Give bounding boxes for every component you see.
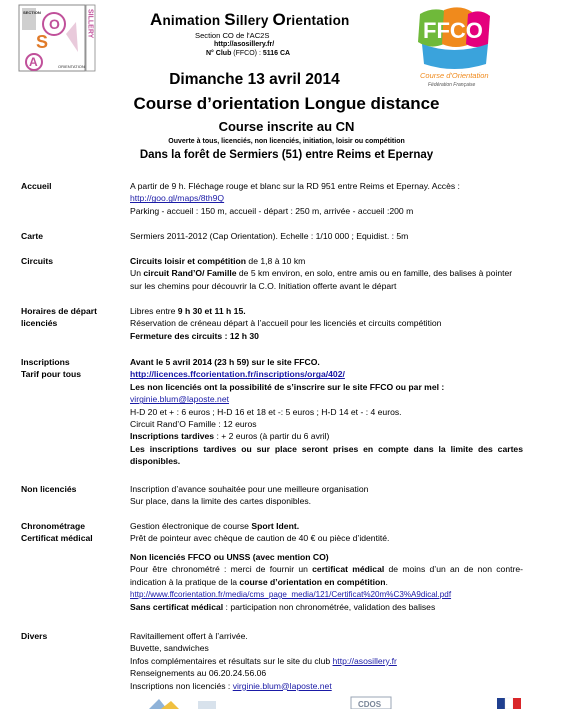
divers-club-link[interactable]: http://asosillery.fr [332,655,397,666]
circuits-l2-pre: Un [130,268,144,279]
section-accueil [21,180,541,220]
club-name-part-3: rientation [285,13,350,28]
section-label: Carte [21,231,43,241]
club-name-part-1: nimation [162,13,225,28]
accueil-text-1: A partir de 9 h. Fléchage rouge et blanc sur la RD 951 entre Reims et Epernay. Accès : [130,181,460,191]
chrono-label-1: Chronométrage [21,521,85,531]
section-content [130,630,523,692]
non-licencies-l1: Inscription d’avance souhaitée pour une meilleure organisation [130,484,369,494]
divers-l5-pre: Inscriptions non licenciés : [130,680,233,691]
inscriptions-tarifs: H-D 20 et + : 6 euros ; H-D 16 et 18 et -: 5 euros ; H-D 14 et - : 4 euros. [130,406,402,417]
horaires-l3: Fermeture des circuits : 12 h 30 [130,330,259,341]
circuits-l1-bold: Circuits loisir et compétition [130,256,247,266]
ffco-logo-line2: Fédération Française [428,82,476,88]
chrono-l4-bold2: course d’orientation en compétition [239,576,386,587]
section-content [130,180,523,217]
chrono-l6-bold: Sans certificat médical [130,602,224,613]
chrono-l6-rest: : participation non chronométrée, validation des balises [223,602,436,613]
event-audience: Ouverte à tous, licenciés, non licenciés, initiation, loisir ou compétition [168,138,405,145]
club-name-part-2: illery [235,13,273,28]
horaires-l1-pre: Libres entre [130,306,178,316]
circuits-l2-bold: circuit Rand’O/ Famille [143,268,237,279]
inscriptions-l8: Les inscriptions tardives ou sur place seront prises en compte dans la limite des cartes disponibles. [130,443,523,467]
horaires-l2: Réservation de créneau départ à l’accueil pour les licenciés et circuits compétition [130,318,442,329]
inscriptions-famille: Circuit Rand’O Famille : 12 euros [130,419,257,430]
inscriptions-ffco-link[interactable]: http://licences.ffcorientation.fr/inscriptions/orga/402/ [130,369,345,380]
event-date [0,71,573,89]
horaires-l1-bold: 9 h 30 et 11 h 15. [177,306,246,316]
divers-phone: Renseignements au 06.20.24.56.06 [130,668,267,679]
horaires-label-1: Horaires de départ [21,306,97,316]
inscriptions-email-link[interactable]: virginie.blum@laposte.net [130,394,230,405]
chrono-l4-pre: Pour être chronométré : merci de fournir un [130,564,313,575]
section-label [21,356,121,381]
ffco-logo-line1: Course d'Orientation [420,71,489,80]
event-location: Dans la forêt de Sermiers (51) entre Reims et Epernay [139,149,434,161]
logo-sillery-text: SILLERY [86,9,94,39]
section-label: Circuits [21,256,53,266]
inscriptions-l3: Les non licenciés ont la possibilité de s’inscrire sur le site FFCO ou par mel : [130,381,445,392]
chrono-l3: Non licenciés FFCO ou UNSS (avec mention CO) [130,551,329,562]
inscriptions-l7-bold: Inscriptions tardives [130,431,215,442]
horaires-label-2: licenciés [21,318,58,329]
accueil-text [130,180,523,205]
club-number-value: 5116 CA [262,50,291,57]
section-label: Divers [21,631,48,641]
event-title: Course d’orientation Longue distance [133,94,440,113]
club-logo [18,4,96,74]
event-date-text: Dimanche 13 avril 2014 [169,71,340,88]
club-number-mid: (FFCO) : [231,50,263,57]
inscriptions-l1: Avant le 5 avril 2014 (23 h 59) sur le site FFCO. [130,357,320,367]
carte-text: Sermiers 2011-2012 (Cap Orientation). Echelle : 1/10 000 ; Equidist. : 5m [130,231,409,241]
club-name-initial-a: A [150,10,163,29]
section-content [130,356,523,468]
event-ranking: Course inscrite au CN [218,119,355,134]
chrono-l2: Prêt de pointeur avec chèque de caution de 40 € ou pièce d’identité. [130,533,390,544]
chrono-l4-rest: de moins d’un an de non contre-indication à la pratique de la [130,564,523,587]
section-label [21,305,121,330]
club-name-initial-s: S [224,10,236,29]
chrono-l4-bold: certificat médical [312,564,385,575]
section-content [130,305,523,342]
section-content [130,520,523,614]
accueil-distances: Parking - accueil : 150 m, accueil - départ : 250 m, arrivée - accueil :200 m [130,205,414,216]
inscriptions-label-1: Inscriptions [21,357,70,367]
section-label [21,520,121,545]
chrono-certificate-link[interactable]: http://www.ffcorientation.fr/media/cms_page_media/121/Certificat%20m%C3%A9dical.pdf [130,590,452,600]
divers-email-link[interactable]: virginie.blum@laposte.net [232,680,332,691]
section-content [130,255,523,292]
section-label: Accueil [21,181,52,191]
logo-section-text: SECTION [23,10,41,15]
footer-cdos-text: CDOS [358,700,382,709]
club-name-initial-o: O [272,10,286,29]
inscriptions-label-2: Tarif pour tous [21,369,81,380]
logo-orientation-text: ORIENTATION [58,64,85,69]
inscriptions-l7-rest: : + 2 euros (à partir du 6 avril) [214,431,330,442]
logo-letter-a: A [29,55,38,69]
section-label: Non licenciés [21,484,77,494]
divers-l3-pre: Infos complémentaires et résultats sur le site du club [130,655,333,666]
divers-l2: Buvette, sandwiches [130,643,209,654]
circuits-l2-rest: de 5 km environ, en solo, entre amis ou en famille, des balises à pointer sur les chemins pour découvrir la C.O. Initiation offerte avant le départ [130,268,513,291]
chrono-l1-pre: Gestion électronique de course [130,521,252,531]
club-name [150,10,349,30]
section-content [130,483,523,508]
chrono-l1-bold: Sport Ident. [251,521,300,531]
ffco-logo-letters: FFCO [423,18,483,43]
club-number [206,50,573,57]
circuits-l1-rest: de 1,8 à 10 km [246,256,306,266]
chrono-label-2: Certificat médical [21,533,93,544]
chrono-l4-end: . [385,576,388,587]
logo-letter-s: S [36,32,49,52]
divers-l1: Ravitaillement offert à l’arrivée. [130,631,248,641]
logo-letter-o: O [49,16,60,32]
non-licencies-l2: Sur place, dans la limite des cartes disponibles. [130,496,312,507]
club-url: http://asosillery.fr/ [214,41,275,48]
accueil-map-link[interactable]: http://goo.gl/maps/8th9Q [130,193,225,204]
club-number-label: N° Club [206,50,232,57]
club-subtitle: Section CO de l'AC2S [195,31,270,40]
